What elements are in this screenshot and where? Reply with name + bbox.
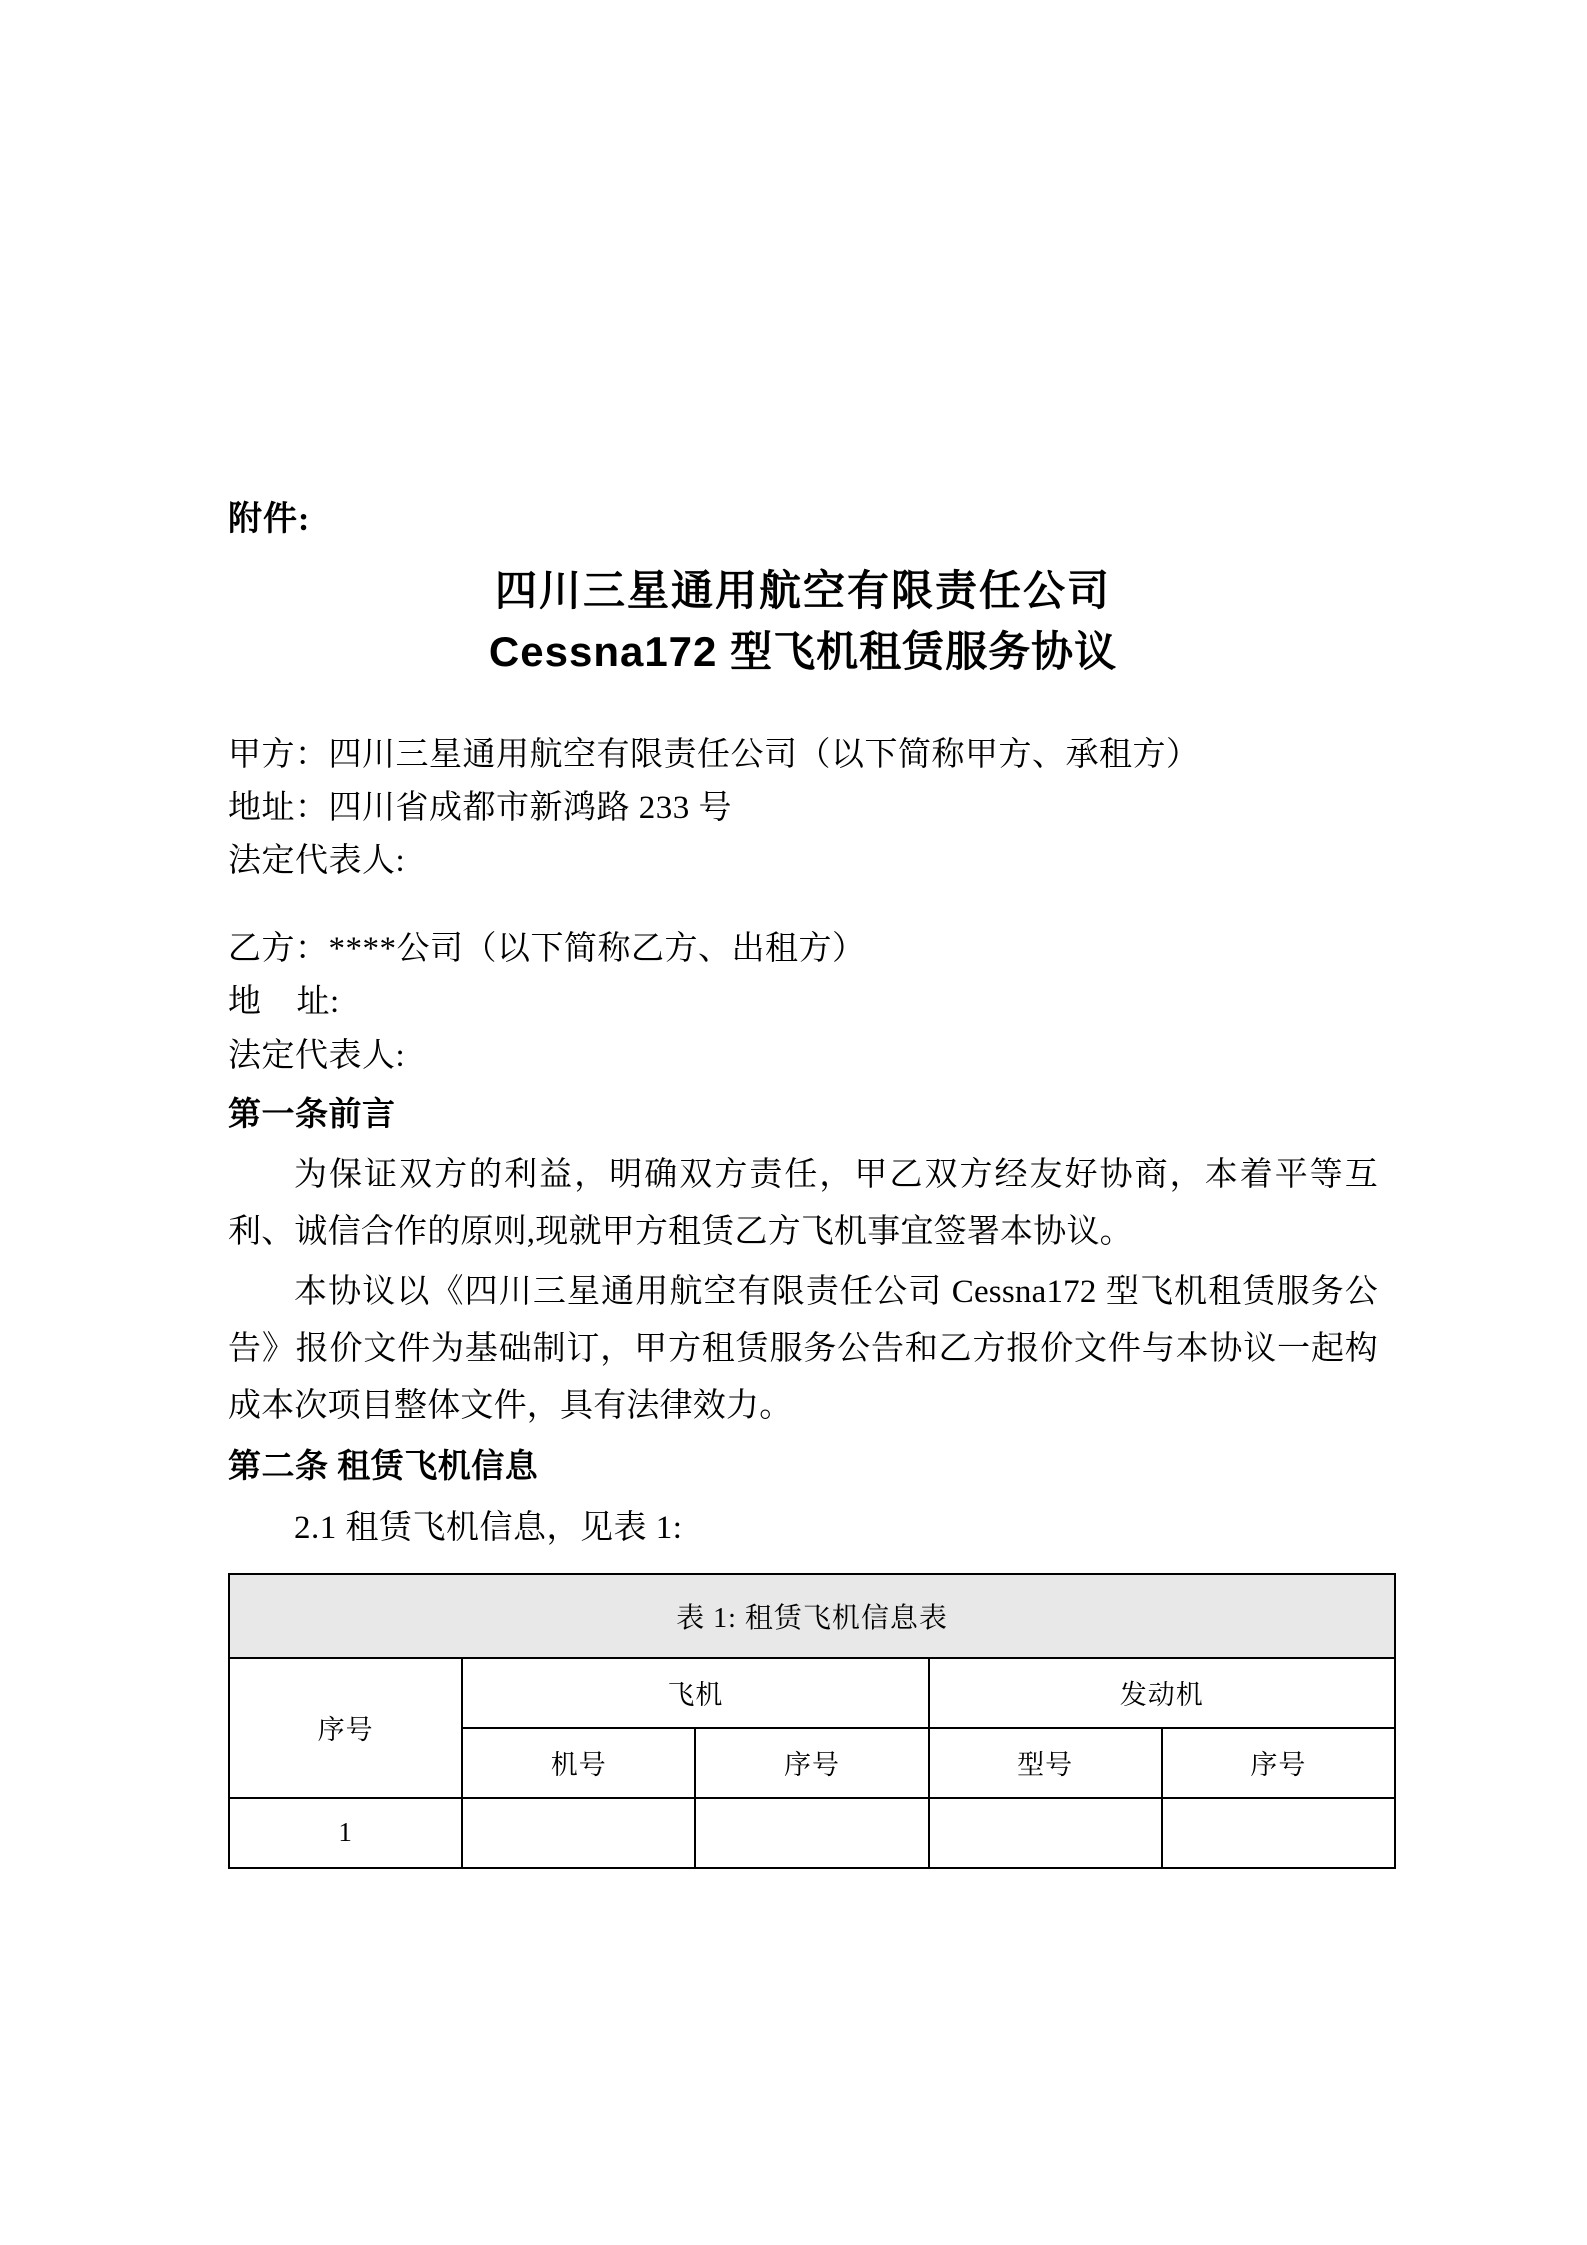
party-b-legal-rep: 法定代表人: (228, 1037, 406, 1074)
row-engine-serial (1162, 1798, 1395, 1868)
title-line-2: Cessna172 型飞机租赁服务协议 (488, 627, 1118, 675)
party-b-block (228, 923, 1378, 1083)
party-a-block (228, 729, 1378, 889)
header-aircraft: 飞机 (462, 1658, 928, 1728)
article-2-heading: 第二条 租赁飞机信息 (228, 1448, 539, 1485)
attachment-label: 附件: (228, 501, 311, 538)
party-a-name: 甲方：四川三星通用航空有限责任公司（以下简称甲方、承租方） (228, 736, 1200, 773)
party-b-name: 乙方：****公司（以下简称乙方、出租方） (228, 930, 866, 967)
row-aircraft-serial (695, 1798, 928, 1868)
party-a-legal-rep: 法定代表人: (228, 843, 406, 880)
article-1-heading: 第一条前言 (228, 1097, 396, 1134)
article-2-subsection: 2.1 租赁飞机信息，见表 1: (294, 1509, 683, 1546)
table-row (229, 1798, 1395, 1868)
page-title (228, 561, 1378, 683)
article-1-paragraph-1: 为保证双方的利益，明确双方责任，甲乙双方经友好协商，本着平等互利、诚信合作的原则,现就甲方租赁乙方飞机事宜签署本协议。 (228, 1156, 1378, 1250)
table-caption-row (229, 1574, 1395, 1658)
header-index: 序号 (229, 1658, 462, 1798)
article-1-paragraph-2: 本协议以《四川三星通用航空有限责任公司 Cessna172 型飞机租赁服务公告》报价文件为基础制订，甲方租赁服务公告和乙方报价文件与本协议一起构成本次项目整体文件，具有法律效力。 (228, 1274, 1378, 1424)
subheader-aircraft-serial: 序号 (695, 1728, 928, 1798)
document-body (228, 500, 1378, 1869)
table-group-header-row (229, 1658, 1395, 1728)
aircraft-info-table (228, 1573, 1396, 1869)
party-b-address: 地 址: (228, 984, 340, 1021)
header-engine: 发动机 (929, 1658, 1395, 1728)
subheader-engine-serial: 序号 (1162, 1728, 1395, 1798)
title-line-1: 四川三星通用航空有限责任公司 (494, 566, 1111, 614)
row-index: 1 (229, 1798, 462, 1868)
subheader-engine-model: 型号 (929, 1728, 1162, 1798)
row-aircraft-number (462, 1798, 695, 1868)
table-caption: 表 1: 租赁飞机信息表 (229, 1574, 1395, 1658)
party-a-address: 地址：四川省成都市新鸿路 233 号 (228, 790, 732, 827)
row-engine-model (929, 1798, 1162, 1868)
block-spacer (228, 889, 1378, 923)
subheader-aircraft-number: 机号 (462, 1728, 695, 1798)
